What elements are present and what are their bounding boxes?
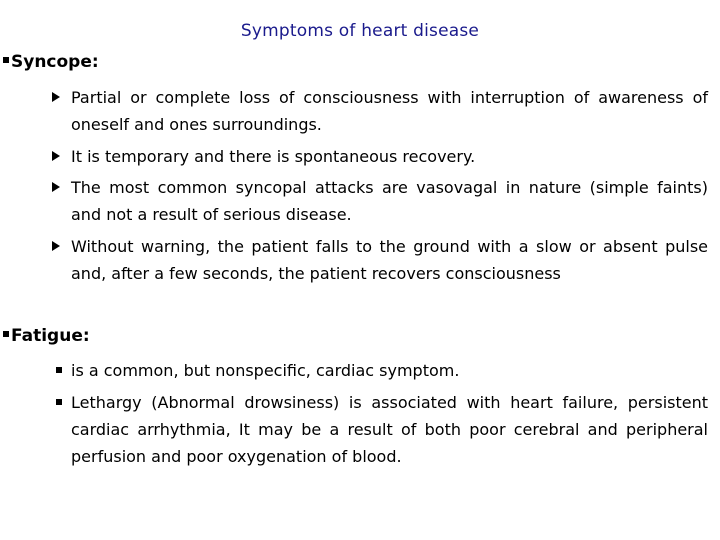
arrow-bullet-icon — [52, 174, 60, 201]
square-bullet-icon — [3, 57, 9, 63]
list-item: The most common syncopal attacks are vasovagal in nature (simple faints) and not a result of serious disease. — [71, 178, 708, 224]
arrow-bullet-icon — [52, 84, 60, 111]
arrow-bullet-icon — [52, 233, 60, 260]
list-item: is a common, but nonspecific, cardiac symptom. — [71, 361, 460, 380]
list-item: Lethargy (Abnormal drowsiness) is associated with heart failure, persistent cardiac arrhythmia, It may be a result of both poor cerebral and peripheral perfusion and poor oxygenation of blood. — [71, 393, 708, 466]
slide-title: Symptoms of heart disease — [240, 21, 480, 41]
arrow-bullet-icon — [52, 143, 60, 170]
list-item: Without warning, the patient falls to the ground with a slow or absent pulse and, after a few seconds, the patient recovers consciousness — [71, 237, 708, 283]
section-heading-label: Fatigue: — [11, 326, 90, 346]
section-heading-label: Syncope: — [11, 52, 99, 72]
list-item: It is temporary and there is spontaneous recovery. — [71, 147, 476, 166]
section-heading-syncope — [3, 52, 99, 72]
list-item: Partial or complete loss of consciousness with interruption of awareness of oneself and ones surroundings. — [71, 88, 708, 134]
square-bullet-icon — [3, 331, 9, 337]
square-bullet-icon — [52, 357, 58, 384]
square-bullet-icon — [52, 389, 58, 416]
section-heading-fatigue — [3, 326, 90, 346]
